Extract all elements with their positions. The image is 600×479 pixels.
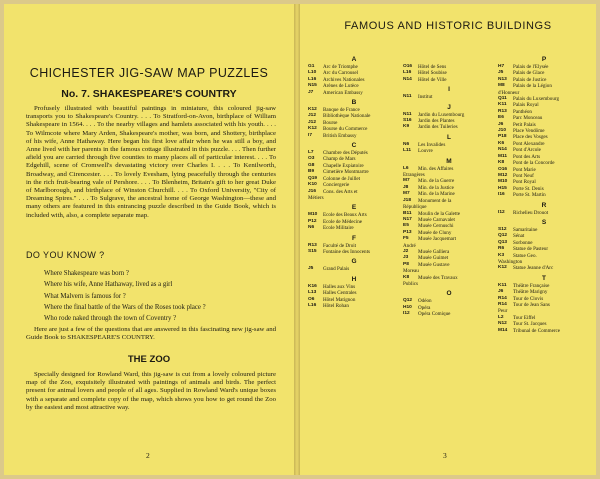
building-name-continued: André <box>403 242 416 249</box>
building-name: Pont Neuf <box>513 172 534 179</box>
grid-reference: J8 <box>403 184 409 190</box>
building-name-continued: République <box>403 204 427 211</box>
building-name: Musée Cernuschi <box>418 223 454 230</box>
question-item: Who rode naked through the town of Coventry ? <box>44 315 177 323</box>
building-name: Hôtel de Sens <box>418 64 447 70</box>
building-name: Faculté de Droit <box>323 242 357 249</box>
letter-group <box>403 56 495 83</box>
building-name: Champ de Mars <box>323 156 356 163</box>
letter-group <box>498 275 590 334</box>
grid-reference: N11 <box>403 94 412 100</box>
building-name: Fontaine des Innocents <box>323 248 370 255</box>
index-letter: S <box>541 218 547 226</box>
building-name: Ecole Militaire <box>323 225 354 232</box>
building-name-continued: Etrangères <box>403 172 425 179</box>
grid-reference: G1 <box>308 64 315 69</box>
grid-reference: P8 <box>403 261 409 267</box>
building-name: Musée Galliera <box>418 248 450 255</box>
grid-reference: G8 <box>308 162 315 168</box>
grid-reference: J5 <box>498 70 504 76</box>
grid-reference: L16 <box>403 70 412 76</box>
building-name: Pont Alexandre <box>513 140 545 147</box>
grid-reference: J5 <box>308 266 314 272</box>
building-name: Musée des Travaux <box>418 274 458 281</box>
building-name: Min. de la Marine <box>418 191 455 198</box>
grid-reference: J18 <box>403 197 412 203</box>
letter-group <box>498 202 590 216</box>
index-entry <box>403 311 495 317</box>
letter-group <box>308 99 400 139</box>
building-name: Hôtel de Ville <box>418 76 447 83</box>
building-name: Porte St. Denis <box>513 185 544 192</box>
building-name: Moulin de la Galette <box>418 210 461 217</box>
building-name: Théâtre Marigny <box>513 289 548 296</box>
building-name: Palais de Justice <box>513 76 547 83</box>
index-entry <box>403 236 495 242</box>
grid-reference: O6 <box>308 296 315 302</box>
index-letter: E <box>351 204 357 212</box>
letter-group <box>308 258 400 272</box>
building-name: Petit Palais <box>513 121 536 128</box>
grid-reference: Q13 <box>498 239 508 245</box>
building-name: Jardin des Tuileries <box>418 124 458 131</box>
grid-reference: K8 <box>403 274 410 280</box>
letter-group <box>308 235 400 256</box>
building-name-continued: d'Honneur <box>498 89 520 96</box>
index-entry <box>403 94 495 100</box>
building-name: Palais du Luxembourg <box>513 96 560 103</box>
grid-reference: J2 <box>403 248 409 254</box>
index-letter: P <box>541 56 547 63</box>
grid-reference: H10 <box>403 304 412 310</box>
building-name: Hôtel Rohan <box>323 302 349 309</box>
grid-reference: F5 <box>403 236 409 242</box>
grid-reference: M8 <box>498 83 505 89</box>
building-name: Palais de l'Elysée <box>513 64 549 70</box>
building-name: Archives Nationales <box>323 76 365 83</box>
index-letter: B <box>351 99 357 107</box>
building-name: Tour de Clovis <box>513 295 544 302</box>
building-name: Banque de France <box>323 107 360 114</box>
building-name-continued: Peur <box>498 308 508 315</box>
grid-reference: M12 <box>498 172 508 178</box>
grid-reference: L7 <box>308 150 314 156</box>
question-item: Where his wife, Anne Hathaway, lived as a girl <box>44 281 173 289</box>
building-name-continued: Publics <box>403 280 419 287</box>
building-name: Sénat <box>513 233 525 240</box>
building-name: Min. des Affaires <box>418 165 454 172</box>
building-name: Sorbonne <box>513 239 533 246</box>
building-name-continued: Métiers <box>308 194 324 201</box>
grid-reference: R13 <box>498 108 507 114</box>
grid-reference: E6 <box>498 115 504 121</box>
question-item: Where the final battle of the Wars of the Roses took place ? <box>44 303 206 311</box>
building-name: Ecole de Médecine <box>323 218 363 225</box>
index-column <box>308 56 400 337</box>
building-name: Place Vendôme <box>513 128 545 135</box>
grid-reference: J12 <box>308 119 317 125</box>
index-letter: L <box>447 133 451 141</box>
building-name: Jardin du Luxembourg <box>418 111 465 118</box>
building-name: Samaritaine <box>513 226 538 233</box>
building-name: Musée de Cluny <box>418 229 452 236</box>
index-entry <box>498 265 590 271</box>
index-entry <box>498 328 590 334</box>
index-entry <box>308 303 400 309</box>
index-entry <box>308 225 400 231</box>
index-column <box>498 56 590 337</box>
building-name: Louvre <box>418 148 433 155</box>
building-name: Palais de Glace <box>513 70 545 77</box>
building-name: Musée Guimet <box>418 255 449 262</box>
grid-reference: N15 <box>308 83 317 89</box>
building-name: Les Invalides <box>418 141 446 148</box>
grid-reference: I12 <box>498 209 505 215</box>
zoo-heading: THE ZOO <box>127 354 171 365</box>
index-letter: F <box>352 234 356 242</box>
question-list <box>44 268 274 324</box>
index-letter: M <box>446 157 452 165</box>
grid-reference: I16 <box>498 192 505 198</box>
index-letter: R <box>541 201 547 209</box>
building-name: Pont Marie <box>513 166 536 173</box>
building-name: Arènes de Lutèce <box>323 83 359 90</box>
building-name: Min. de la Justice <box>418 184 454 191</box>
building-name: Musée Gustave <box>418 261 450 268</box>
building-name: Place des Vosges <box>513 134 548 141</box>
letter-group <box>403 134 495 155</box>
letter-group <box>403 86 495 100</box>
grid-reference: P12 <box>308 218 317 224</box>
building-name-continued: Washington <box>498 258 523 265</box>
letter-group <box>308 204 400 231</box>
building-name: Chambre des Députés <box>323 150 368 157</box>
building-name: Bourse du Commerce <box>323 126 368 133</box>
grid-reference: S12 <box>498 226 507 232</box>
building-name: Halles Centrales <box>323 290 357 297</box>
building-name: Cimetière Montmartre <box>323 169 369 176</box>
building-name: Statue Jeanne d'Arc <box>513 265 554 272</box>
grid-reference: L16 <box>308 76 317 82</box>
letter-group <box>498 56 590 199</box>
grid-reference: H15 <box>498 185 507 191</box>
index-column <box>403 56 495 337</box>
grid-reference: M14 <box>498 327 508 333</box>
grid-reference: J16 <box>308 188 317 194</box>
grid-reference: K12 <box>308 107 317 113</box>
closing-paragraph: Here are just a few of the questions that are answered in this fascinating new jig-saw and Guide Book to SHAKESPEARE'S COUNTRY. <box>26 326 276 342</box>
grid-reference: K8 <box>498 160 505 166</box>
building-name: Parc Monceau <box>513 115 543 122</box>
building-name-continued: Moreau <box>403 268 419 275</box>
grid-reference: J3 <box>403 255 409 261</box>
grid-reference: J7 <box>308 89 314 95</box>
building-name: Statue de Pasteur <box>513 246 549 253</box>
index-letter: I <box>448 86 450 94</box>
grid-reference: E5 <box>403 223 409 229</box>
building-name: Panthéon <box>513 108 532 115</box>
building-name: Musée Carnavalet <box>418 216 455 223</box>
grid-reference: L11 <box>403 148 412 154</box>
index-letter: C <box>351 142 357 150</box>
grid-reference: N14 <box>403 76 412 82</box>
grid-reference: P13 <box>403 229 412 235</box>
index-letter <box>403 56 495 64</box>
building-name: Monument de la <box>418 197 452 204</box>
grid-reference: K6 <box>498 140 505 146</box>
grid-reference: K3 <box>498 252 505 258</box>
index-letter: H <box>351 275 357 283</box>
grid-reference: R14 <box>498 295 507 301</box>
grid-reference: N6 <box>308 225 315 231</box>
grid-reference: N6 <box>403 141 410 147</box>
building-name: Arc de Triomphe <box>323 64 358 70</box>
grid-reference: M7 <box>403 178 410 184</box>
building-name: Porte St. Martin <box>513 192 546 199</box>
building-name: Tour Eiffel <box>513 314 536 321</box>
grid-reference: I7 <box>308 132 313 138</box>
building-name: Ecole des Beaux Arts <box>323 212 367 219</box>
grid-reference: N11 <box>403 111 412 117</box>
grid-reference: K16 <box>308 283 317 289</box>
building-name: Arc du Carrousel <box>323 70 359 77</box>
letter-group <box>308 56 400 96</box>
building-name: American Embassy <box>323 89 363 96</box>
letter-group <box>308 142 400 201</box>
grid-reference: M11 <box>498 153 508 159</box>
grid-reference: R13 <box>308 242 317 248</box>
index-entry <box>403 124 495 130</box>
grid-reference: J6 <box>498 121 504 127</box>
building-name: Conciergerie <box>323 182 350 189</box>
right-page <box>300 4 596 475</box>
grid-reference: B11 <box>403 210 412 216</box>
grid-reference: L13 <box>308 290 317 296</box>
index-letter: O <box>446 290 452 298</box>
grid-reference: Q12 <box>498 233 508 239</box>
building-name: Bibliothèque Nationale <box>323 113 371 120</box>
grid-reference: L16 <box>308 302 317 308</box>
index-entry <box>308 249 400 255</box>
building-name: Pont de la Concorde <box>513 160 555 167</box>
grid-reference: M10 <box>498 179 508 185</box>
building-name: Tribunal de Commerce <box>513 327 561 334</box>
grid-reference: Q19 <box>308 175 318 181</box>
buildings-heading: FAMOUS AND HISTORIC BUILDINGS <box>344 20 552 32</box>
grid-reference: Q12 <box>403 298 413 304</box>
grid-reference: O3 <box>308 156 315 162</box>
building-name: Halles aux Vins <box>323 283 356 290</box>
grid-reference: K9 <box>403 124 410 130</box>
grid-reference: P18 <box>498 134 507 140</box>
building-name: Pont Royal <box>513 179 536 186</box>
building-name: Tour de Jean Sans <box>513 302 550 308</box>
building-name: Opéra Comique <box>418 311 451 318</box>
grid-reference: S16 <box>403 118 412 124</box>
question-item: What Malvern is famous for ? <box>44 292 126 300</box>
building-name: Hôtel Matignon <box>323 296 356 303</box>
grid-reference: K12 <box>498 265 507 271</box>
building-name: Colonne de Juillet <box>323 175 361 182</box>
grid-reference: K11 <box>498 102 507 108</box>
grid-reference: S15 <box>308 248 317 254</box>
building-name: Cons. des Arts et <box>323 188 358 195</box>
index-letter: T <box>542 274 546 282</box>
zoo-paragraph: Specially designed for Rowland Ward, this jig-saw is cut from a lovely coloured picture map of the Zoo, exquisitely illustrated with paintings of animals and birds. The perfect present for animal lovers and people of all ages. Supplied in Rowland Ward's unique boxes with a separate and complete copy of the map, which shows you how to get round the Zoo by the easiest and most attractive way. <box>26 371 276 411</box>
grid-reference: O16 <box>403 64 413 69</box>
index-entry <box>403 148 495 154</box>
index-entry <box>498 302 590 308</box>
index-letter: A <box>351 56 357 63</box>
building-name: Opéra <box>418 304 431 311</box>
page-number: 2 <box>146 451 150 460</box>
building-name: Institut <box>418 94 433 101</box>
grid-reference: L10 <box>308 70 317 76</box>
grid-reference: L2 <box>498 314 504 320</box>
building-name: Musée Jacquemart <box>418 236 457 243</box>
index-entry <box>403 77 495 83</box>
grid-reference: K11 <box>498 282 507 288</box>
letter-group <box>498 219 590 272</box>
grid-reference: H7 <box>498 64 505 69</box>
grid-reference: N14 <box>498 147 507 153</box>
index-entry <box>498 192 590 198</box>
index-entry <box>308 133 400 139</box>
left-page <box>4 4 294 475</box>
grid-reference: M10 <box>308 212 318 218</box>
index-entry <box>308 90 400 96</box>
grid-reference: I12 <box>403 311 410 317</box>
building-name: Palais Royal <box>513 102 539 109</box>
page-number: 3 <box>443 451 447 460</box>
grid-reference: O16 <box>498 166 508 172</box>
grid-reference: N13 <box>498 76 507 82</box>
building-name: British Embassy <box>323 132 357 139</box>
buildings-index <box>308 56 590 337</box>
building-name: Chapelle Expiatoire <box>323 162 364 169</box>
grid-reference: R6 <box>498 246 505 252</box>
puzzle-subtitle: No. 7. SHAKESPEARE'S COUNTRY <box>61 88 237 100</box>
building-name: Grand Palais <box>323 266 350 273</box>
letter-group <box>308 276 400 310</box>
letter-group <box>403 290 495 317</box>
index-letter: J <box>447 103 451 111</box>
page-title: CHICHESTER JIG-SAW MAP PUZZLES <box>29 66 269 80</box>
grid-reference: L6 <box>403 165 409 171</box>
question-item: Where Shakespeare was born ? <box>44 270 129 277</box>
letter-group <box>403 104 495 131</box>
grid-reference: M7 <box>403 191 410 197</box>
building-name: Min. de la Guerre <box>418 178 455 185</box>
building-name: Pont d'Arcole <box>513 147 541 154</box>
building-name: Statue Geo. <box>513 252 537 259</box>
building-name: Jardin des Plantes <box>418 118 455 125</box>
index-letter: G <box>351 258 357 266</box>
intro-paragraph: Profusely illustrated with beautiful paintings in miniature, this coloured jig-saw transports you to Shakespeare's Country. . . . To Stratford-on-Avon, birthplace of William Shakespeare in 1564. . . . To the nearby villages and hamlets associated with his youth. . . . To Wilmcote where Mary Arden, Shakespeare's mother, was born, and Shottery, birthplace of his wife, Anne Hathaway. Here began his first love affair when he was still a boy, and Anne lived with her parents in the famous cottage illustrated in this puzzle. . . . Then further afield you are carried through five counties to many places all of particular interest. . . . To Edgehill, scene of Cromwell's devastating victory over Charles I. . . . To Kenilworth, Broadway, and Cirencester. . . . To lovely Evesham, lying peacefully through the centuries in the rich fruit-bearing vale of Pershore. . . . To Blenheim, Britain's gift to her great Duke of Marlborough, and birthplace of Winston Churchill. . . . To Oxford University, "City of Dreaming Spires." . . . To Sulgrave, the ancestral home of George Washington—these and many others are featured in this entrancing puzzle described in the Guide Book, which is included with, also, a complete separate map. <box>26 105 276 219</box>
building-name: Bourse <box>323 119 338 126</box>
building-name: Odéon <box>418 298 432 305</box>
building-name: Tour St. Jacques <box>513 321 547 328</box>
building-name: Théâtre Française <box>513 282 550 289</box>
building-name: Hôtel Soubise <box>418 70 447 77</box>
grid-reference: R14 <box>498 302 507 307</box>
do-you-know-heading: DO YOU KNOW ? <box>26 250 105 260</box>
letter-group <box>403 158 495 288</box>
grid-reference: Q11 <box>498 96 507 102</box>
grid-reference: N17 <box>403 216 412 222</box>
building-name: Richelieu Drouot <box>513 209 549 216</box>
grid-reference: K10 <box>308 182 317 188</box>
grid-reference: J10 <box>498 128 507 134</box>
index-entry <box>498 210 590 216</box>
grid-reference: J6 <box>498 289 504 295</box>
building-name: Palais de la Légion <box>513 83 552 90</box>
grid-reference: N12 <box>498 321 507 327</box>
index-entry <box>308 266 400 272</box>
building-name: Pont des Arts <box>513 153 541 160</box>
grid-reference: K12 <box>308 126 317 132</box>
grid-reference: J12 <box>308 113 317 119</box>
grid-reference: B9 <box>308 169 315 175</box>
